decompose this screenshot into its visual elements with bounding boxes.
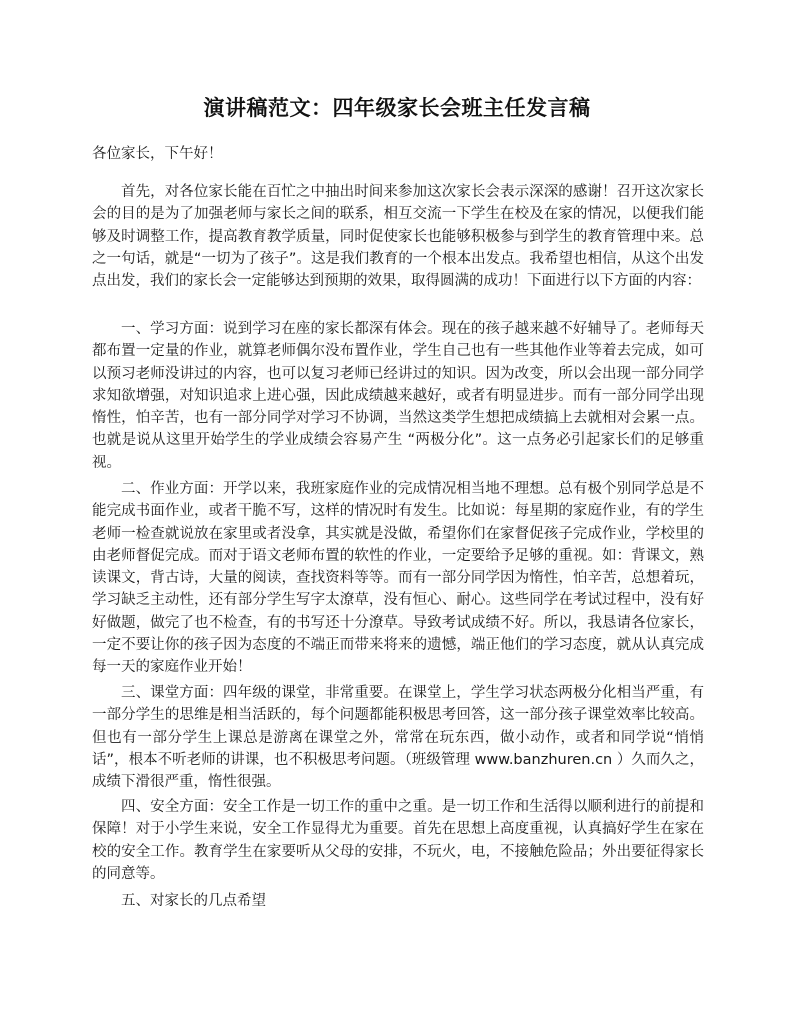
paragraph-study: 一、学习方面：说到学习在座的家长都深有体会。现在的孩子越来越不好辅导了。老师每天都布置一定量的作业，就算老师偶尔没布置作业，学生自己也有一些其他作业等着去完成，如可以预习老师没讲过的内容，也可以复习老师已经讲过的知识。因为改变，所以会出现一部分同学求知欲增强，对知识追求上进心强，因此成绩越来越好，或者有明显进步。而有一部分同学出现惰性，怕辛苦，也有一部分同学对学习不协调，当然这类学生想把成绩搞上去就相对会累一点。也就是说从这里开始学生的学业成绩会容易产生 “两极分化”。这一点务必引起家长们的足够重视。 — [92, 321, 704, 471]
paragraph-classroom: 三、课堂方面：四年级的课堂，非常重要。在课堂上，学生学习状态两极分化相当严重，有一部分学生的思维是相当活跃的，每个问题都能积极思考回答，这一部分孩子课堂效率比较高。但也有一部分学生上课总是游离在课堂之外，常常在玩东西，做小动作，或者和同学说“悄悄话”，根本不听老师的讲课，也不积极思考问题。（班级管理 www.banzhuren.cn ）久而久之，成绩下滑很严重，惰性很强。 — [92, 685, 704, 791]
greeting: 各位家长，下午好！ — [92, 146, 223, 162]
document-title: 演讲稿范文：四年级家长会班主任发言稿 — [203, 95, 591, 120]
paragraph-introduction: 首先，对各位家长能在百忙之中抽出时间来参加这次家长会表示深深的感谢！召开这次家长会的目的是为了加强老师与家长之间的联系，相互交流一下学生在校及在家的情况，以便我们能够及时调整工作，提高教育教学质量，同时促使家长也能够积极参与到学生的教育管理中来。总之一句话，就是“一切为了孩子”。这是我们教育的一个根本出发点。我希望也相信，从这个出发点出发，我们的家长会一定能够达到预期的效果，取得圆满的成功！下面进行以下方面的内容： — [92, 184, 704, 290]
paragraph-homework: 二、作业方面：开学以来，我班家庭作业的完成情况相当地不理想。总有极个别同学总是不能完成书面作业，或者干脆不写，这样的情况时有发生。比如说：每星期的家庭作业，有的学生老师一检查就说放在家里或者没拿，其实就是没做，希望你们在家督促孩子完成作业，学校里的由老师督促完成。而对于语文老师布置的软性的作业，一定要给予足够的重视。如：背课文，熟读课文，背古诗，大量的阅读，查找资料等等。而有一部分同学因为惰性，怕辛苦，总想着玩，学习缺乏主动性，还有部分学生写字太潦草，没有恒心、耐心。这些同学在考试过程中，没有好好做题，做完了也不检查，有的书写还十分潦草。导致考试成绩不好。所以，我恳请各位家长，一定不要让你的孩子因为态度的不端正而带来将来的遗憾，端正他们的学习态度，就从认真完成每一天的家庭作业开始！ — [92, 481, 704, 676]
paragraph-safety: 四、安全方面：安全工作是一切工作的重中之重。是一切工作和生活得以顺利进行的前提和保障！对于小学生来说，安全工作显得尤为重要。首先在思想上高度重视，认真搞好学生在家在校的安全工作。教育学生在家要听从父母的安排，不玩火，电，不接触危险品；外出要征得家长的同意等。 — [92, 799, 704, 882]
section-heading-parent-hopes: 五、对家长的几点希望 — [121, 893, 266, 909]
